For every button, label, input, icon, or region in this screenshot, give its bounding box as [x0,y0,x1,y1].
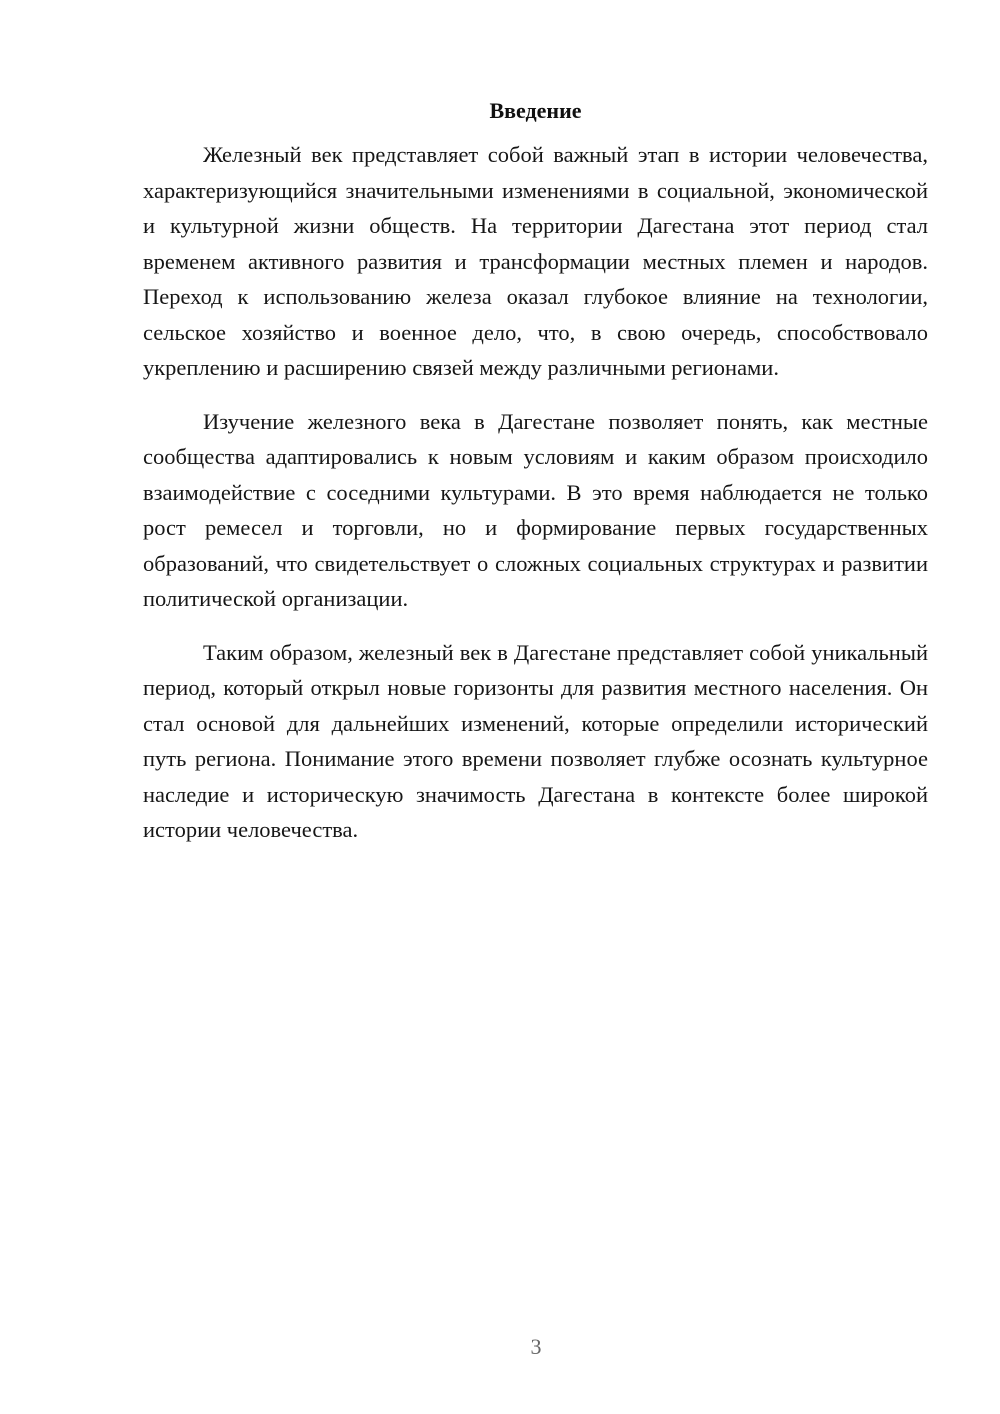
paragraph-3: Таким образом, железный век в Дагестане представляет собой уникальный период, который открыл новые горизонты для развития местного населения. Он стал основой для дальнейших изменений, которые определили исторический путь региона. Понимание этого времени позволяет глубже осознать культурное наследие и историческую значимость Дагестана в контексте более широкой истории человечества. [143,639,928,842]
page-heading: Введение [489,98,582,123]
paragraph-2: Изучение железного века в Дагестане позволяет понять, как местные сообщества адаптировались к новым условиям и каким образом происходило взаимодействие с соседними культурами. В это время наблюдается не только рост ремесел и торговли, но и формирование первых государственных образований, что свидетельствует о сложных социальных структурах и развитии политической организации. [143,408,928,611]
page-content [143,96,928,866]
paragraph-1: Железный век представляет собой важный этап в истории человечества, характеризующийся значительными изменениями в социальной, экономической и культурной жизни обществ. На территории Дагестана этот период стал временем активного развития и трансформации местных племен и народов. Переход к использованию железа оказал глубокое влияние на технологии, сельское хозяйство и военное дело, что, в свою очередь, способствовало укреплению и расширению связей между различными регионами. [143,142,928,380]
page-number: 3 [530,1334,542,1359]
